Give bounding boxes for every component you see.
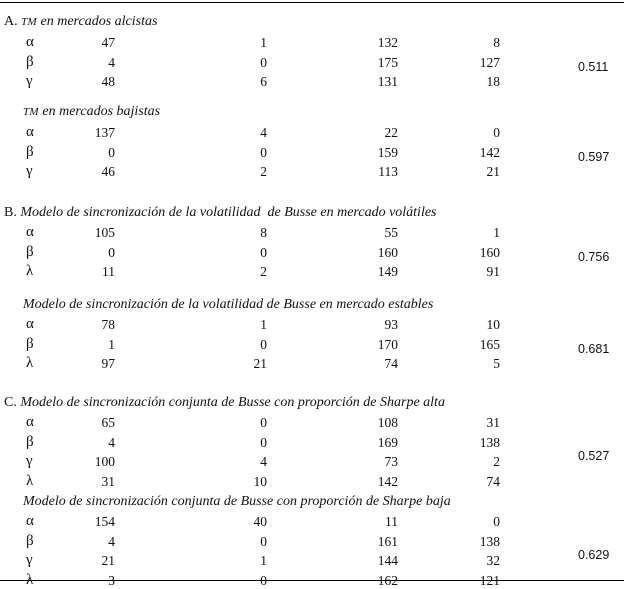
row-label: β: [26, 243, 34, 260]
row-label: λ: [26, 263, 34, 279]
row-label: γ: [26, 552, 33, 568]
table-cell: 0: [260, 434, 267, 450]
table-cell: 0: [108, 144, 115, 160]
table-cell: 48: [101, 74, 115, 89]
table-cell: 21: [486, 164, 500, 179]
section-heading: [4, 14, 157, 30]
section-letter: C.: [4, 395, 17, 410]
table-cell: 0: [260, 54, 267, 70]
table-cell: 165: [479, 336, 500, 352]
table-cell: 4: [108, 533, 115, 549]
table-cell: 100: [94, 454, 115, 469]
table-cell: 93: [384, 317, 398, 332]
table-cell: 10: [486, 317, 500, 332]
table-cell: 5: [493, 356, 500, 371]
table-cell: 2: [260, 164, 267, 179]
table-cell: 91: [486, 264, 500, 279]
row-label: λ: [26, 472, 34, 489]
table-cell: 74: [486, 473, 500, 489]
model-abbrev: TM: [23, 106, 39, 118]
table-cell: 31: [101, 473, 115, 489]
correlation-value: 0.527: [578, 449, 610, 464]
table-cell: 154: [94, 514, 115, 529]
table-cell: 47: [101, 35, 115, 50]
section-heading: [23, 494, 451, 510]
table-cell: 18: [486, 74, 500, 89]
table-cell: 2: [493, 454, 500, 469]
section-letter: B.: [4, 205, 17, 220]
table-cell: 22: [384, 125, 398, 140]
table-cell: 159: [377, 144, 398, 160]
row-label: β: [26, 53, 34, 70]
table-cell: 0: [493, 125, 500, 140]
table-cell: 1: [260, 317, 267, 332]
row-label: γ: [26, 163, 33, 179]
table-cell: 170: [377, 336, 398, 352]
table-cell: 73: [384, 454, 398, 469]
table-cell: 1: [493, 225, 500, 240]
table-cell: 4: [108, 434, 115, 450]
table-cell: 0: [260, 144, 267, 160]
table-cell: 149: [377, 264, 398, 279]
section-title: Modelo de sincronización de la volatilidad de Busse en mercado estables: [23, 297, 434, 312]
row-label: λ: [26, 355, 34, 371]
correlation-value: 0.511: [578, 59, 609, 74]
table-cell: 46: [101, 164, 115, 179]
table-cell: 2: [260, 264, 267, 279]
table-cell: 4: [260, 454, 267, 469]
table-cell: 8: [493, 35, 500, 50]
row-label: α: [26, 513, 34, 529]
table-cell: 105: [94, 225, 115, 240]
table-cell: 0: [260, 244, 267, 260]
top-rule: [0, 2, 624, 3]
table-cell: 127: [479, 54, 500, 70]
correlation-value: 0.756: [578, 249, 610, 264]
table-cell: 97: [101, 356, 115, 371]
table-cell: 31: [486, 415, 500, 430]
table-cell: 1: [108, 336, 115, 352]
table-cell: 175: [377, 54, 398, 70]
table-cell: 1: [260, 35, 267, 50]
table-cell: 131: [377, 74, 398, 89]
table-cell: 55: [384, 225, 398, 240]
section-letter: A.: [4, 14, 18, 29]
section-heading: [4, 395, 445, 411]
table-cell: 3: [108, 572, 115, 588]
row-label: β: [26, 335, 34, 352]
section-title: Modelo de sincronización conjunta de Busse con proporción de Sharpe baja: [23, 494, 451, 509]
table-cell: 0: [108, 244, 115, 260]
row-label: γ: [26, 73, 33, 89]
table-cell: 142: [479, 144, 500, 160]
section-title: en mercados alcistas: [37, 14, 158, 29]
table-cell: 144: [377, 553, 398, 568]
section-title: en mercados bajistas: [38, 104, 161, 119]
table-cell: 0: [493, 514, 500, 529]
table-cell: 132: [377, 35, 398, 50]
row-label: α: [26, 414, 34, 430]
section-title: Modelo de sincronización conjunta de Busse con proporción de Sharpe alta: [20, 395, 445, 410]
section-heading: [23, 104, 160, 120]
table-cell: 8: [260, 225, 267, 240]
model-abbrev: TM: [21, 16, 38, 28]
table-cell: 78: [101, 317, 115, 332]
table-cell: 160: [479, 244, 500, 260]
correlation-value: 0.681: [578, 341, 610, 356]
table-cell: 11: [385, 514, 398, 529]
table-cell: 6: [260, 74, 267, 89]
row-label: α: [26, 34, 34, 50]
correlation-value: 0.629: [578, 548, 610, 563]
section-heading: [23, 297, 433, 313]
table-cell: 32: [486, 553, 500, 568]
table-cell: 0: [260, 415, 267, 430]
table-cell: 74: [384, 356, 398, 371]
table-cell: 11: [102, 264, 115, 279]
row-label: β: [26, 532, 34, 549]
row-label: β: [26, 433, 34, 450]
row-label: α: [26, 224, 34, 240]
section-title: Modelo de sincronización de la volatilidad de Busse en mercado volátiles: [20, 205, 437, 220]
table-cell: 65: [101, 415, 115, 430]
row-label: γ: [26, 453, 33, 469]
row-label: β: [26, 143, 34, 160]
table-cell: 142: [377, 473, 398, 489]
correlation-value: 0.597: [578, 149, 610, 164]
table-cell: 137: [94, 125, 115, 140]
row-label: λ: [26, 571, 34, 588]
row-label: α: [26, 316, 34, 332]
table-cell: 21: [101, 553, 115, 568]
table-cell: 21: [253, 356, 267, 371]
table-cell: 169: [377, 434, 398, 450]
table-cell: 40: [253, 514, 267, 529]
table-cell: 0: [260, 336, 267, 352]
table-cell: 4: [108, 54, 115, 70]
table-cell: 1: [260, 553, 267, 568]
table-cell: 138: [479, 434, 500, 450]
table-cell: 138: [479, 533, 500, 549]
table-cell: 160: [377, 244, 398, 260]
table-cell: 121: [479, 572, 500, 588]
table-cell: 0: [260, 533, 267, 549]
table-cell: 108: [377, 415, 398, 430]
table-cell: 10: [253, 473, 267, 489]
table-cell: 161: [377, 533, 398, 549]
table-cell: 0: [260, 572, 267, 588]
row-label: α: [26, 124, 34, 140]
table-cell: 4: [260, 125, 267, 140]
section-heading: [4, 205, 437, 221]
table-cell: 113: [378, 164, 398, 179]
table-cell: 162: [377, 572, 398, 588]
